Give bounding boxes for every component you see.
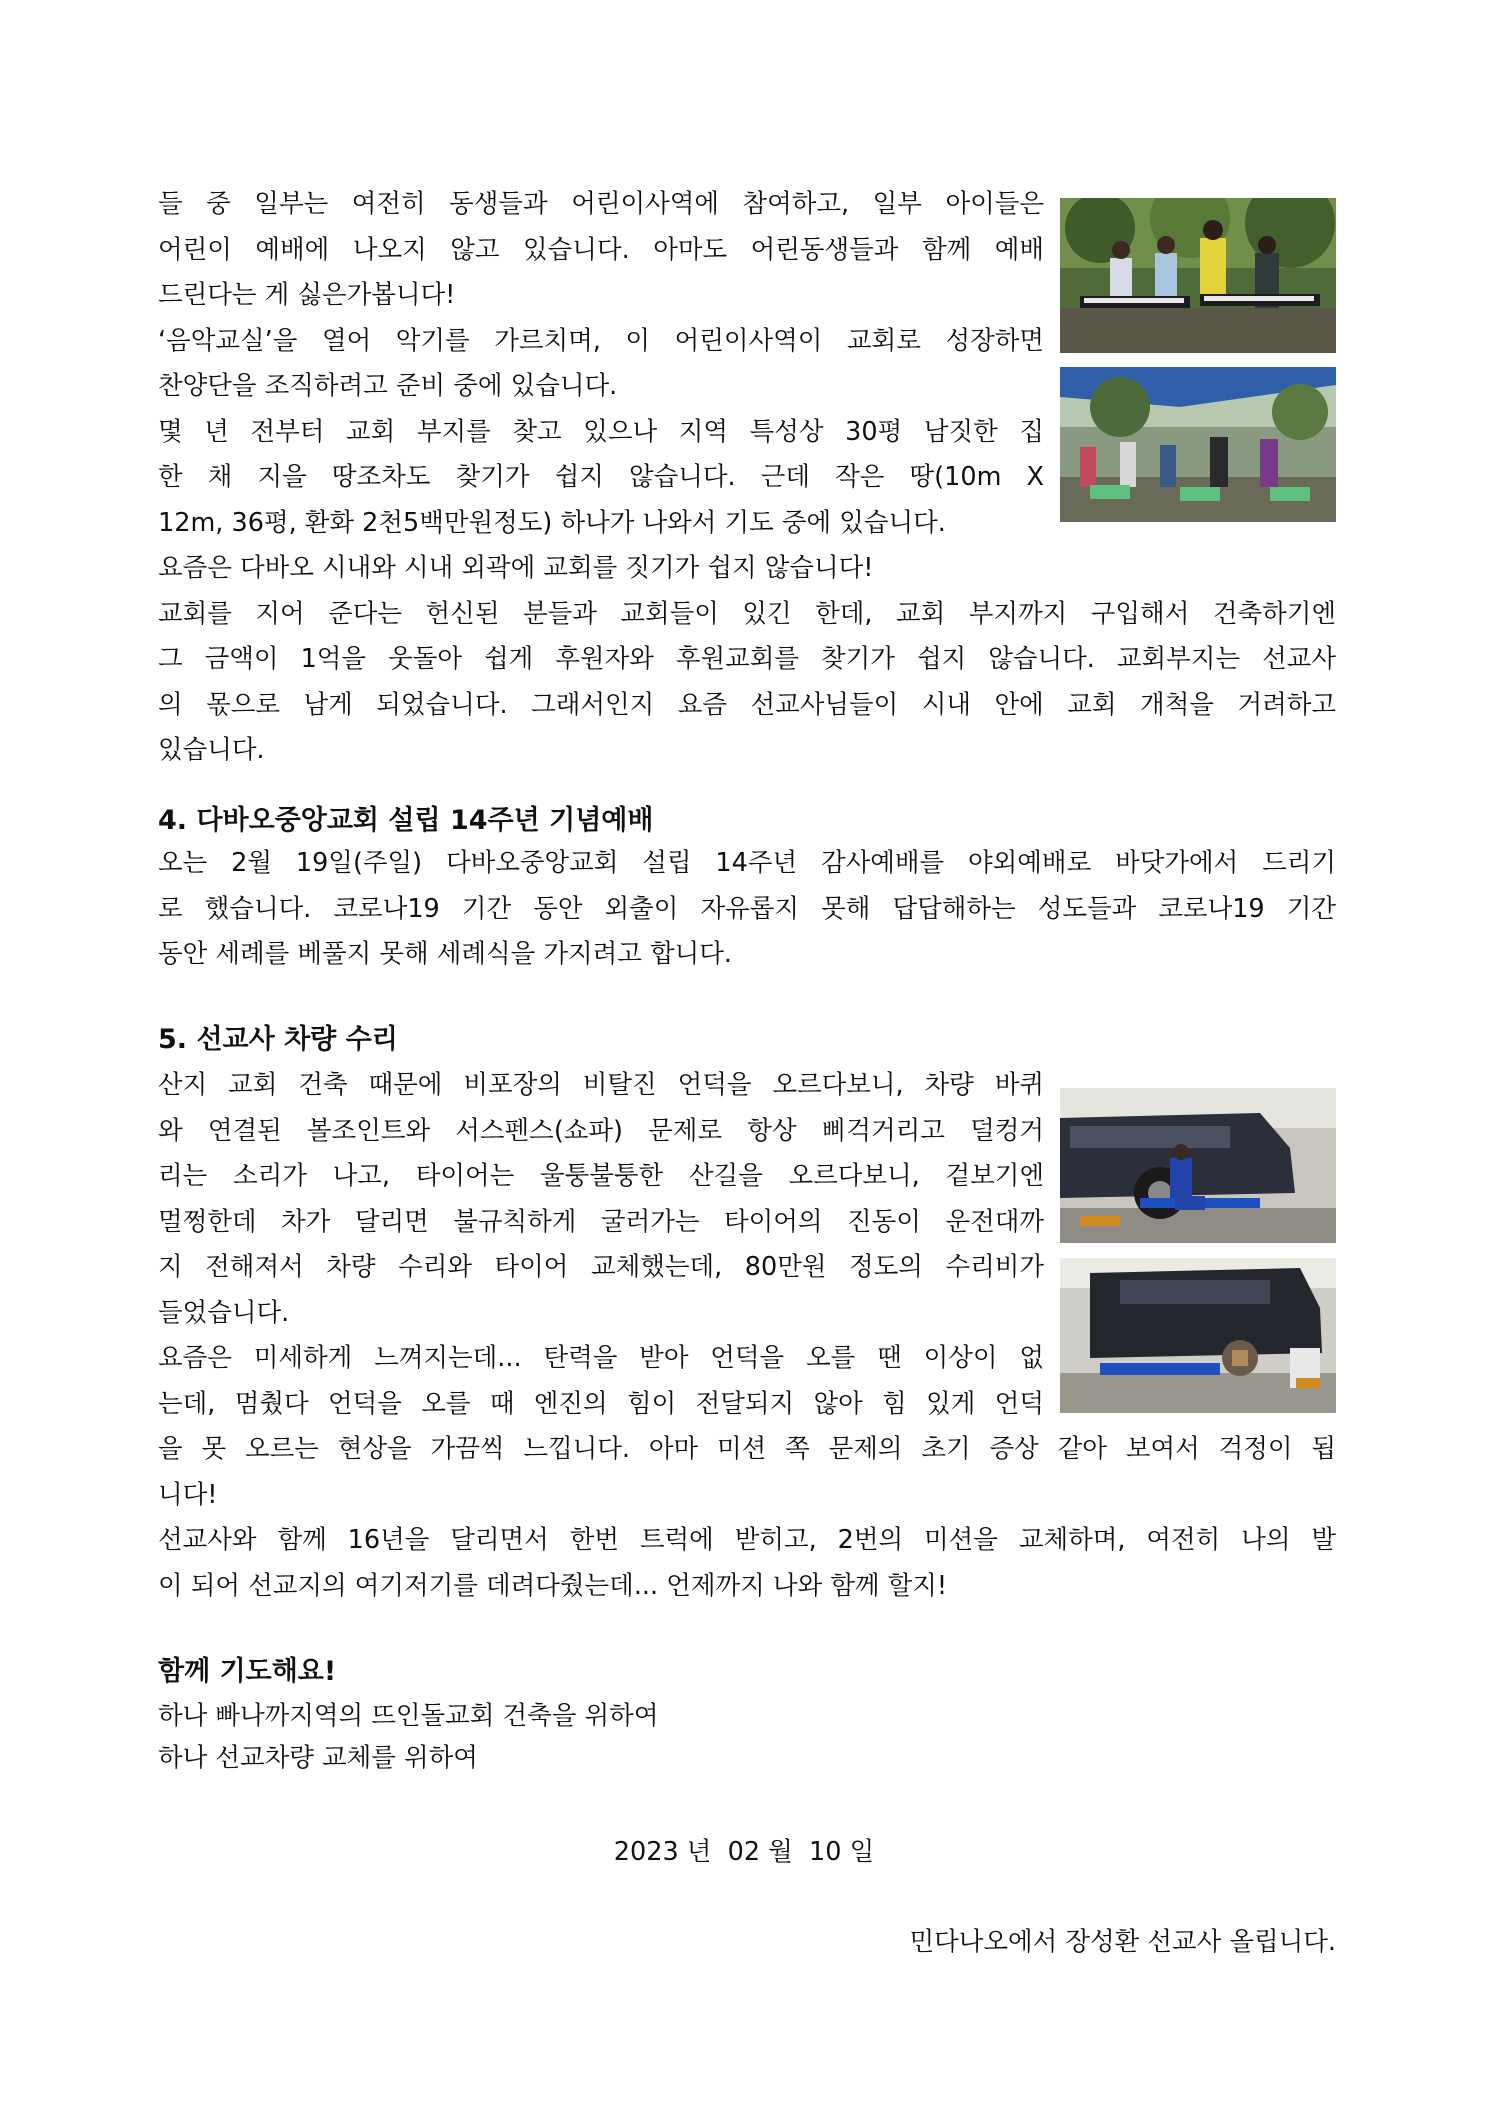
- prayer-list: [158, 1695, 1336, 1779]
- text-line: 들었습니다.: [158, 1297, 290, 1328]
- text-line: 있습니다.: [158, 735, 265, 765]
- section3-narrow-paragraph: [158, 182, 1044, 546]
- section4-paragraph: [158, 841, 1336, 978]
- text-line: 찬양단을 조직하려고 준비 중에 있습니다.: [158, 371, 618, 401]
- music-class-photo: [1060, 198, 1336, 353]
- outdoor-gathering-photo: [1060, 367, 1336, 522]
- car-repair-photo-1: [1060, 1088, 1336, 1243]
- car-repair-photo-2: [1060, 1258, 1336, 1413]
- prayer-item: 하나 빠나까지역의 뜨인돌교회 건축을 위하여: [158, 1701, 659, 1731]
- text-line: 니다!: [158, 1479, 218, 1510]
- section5-heading: 5. 선교사 차량 수리: [158, 1024, 398, 1055]
- text-line: ‘음악교실’을 열어 악기를 가르치며, 이 어린이사역이 교회로 성장하면: [158, 325, 1044, 356]
- text-line: 지 전해져서 차량 수리와 타이어 교체했는데, 80만원 정도의 수리비가: [158, 1252, 1044, 1282]
- text-line: 의 몫으로 남게 되었습니다. 그래서인지 요즘 선교사님들이 시내 안에 교회 개척을 거려하고: [158, 689, 1336, 720]
- section3-wide-paragraph: [158, 546, 1336, 774]
- text-line: 들 중 일부는 여전히 동생들과 어린이사역에 참여하고, 일부 아이들은: [158, 189, 1044, 219]
- text-line: 로 했습니다. 코로나19 기간 동안 외출이 자유롭지 못해 답답해하는 성도들과 코로나19 기간: [158, 893, 1336, 924]
- text-line: 오는 2월 19일(주일) 다바오중앙교회 설립 14주년 감사예배를 야외예배로 바닷가에서 드리기: [158, 848, 1336, 878]
- date-line: 2023 년 02 월 10 일: [613, 1837, 875, 1867]
- text-line: 멀쩡한데 차가 달리면 불규칙하게 굴러가는 타이어의 진동이 운전대까: [158, 1206, 1044, 1237]
- text-line: 교회를 지어 준다는 헌신된 분들과 교회들이 있긴 한데, 교회 부지까지 구입해서 건축하기엔: [158, 598, 1336, 629]
- text-line: 와 연결된 볼조인트와 서스펜스(쇼파) 문제로 항상 삐걱거리고 덜컹거: [158, 1115, 1044, 1146]
- signature: 민다나오에서 장성환 선교사 올립니다.: [909, 1927, 1336, 1957]
- text-line: 어린이 예배에 나오지 않고 있습니다. 아마도 어린동생들과 함께 예배: [158, 234, 1044, 265]
- prayer-heading: 함께 기도해요!: [158, 1656, 337, 1687]
- prayer-item: 하나 선교차량 교체를 위하여: [158, 1743, 478, 1773]
- text-line: 드린다는 게 싫은가봅니다!: [158, 280, 456, 310]
- section5-wide-paragraph: [158, 1427, 1336, 1609]
- text-line: 한 채 지을 땅조차도 찾기가 쉽지 않습니다. 근데 작은 땅(10m X: [158, 462, 1044, 492]
- section4-heading: 4. 다바오중앙교회 설립 14주년 기념예배: [158, 805, 654, 836]
- text-line: 그 금액이 1억을 웃돌아 쉽게 후원자와 후원교회를 찾기가 쉽지 않습니다. 교회부지는 선교사: [158, 644, 1336, 674]
- text-line: 요즘은 다바오 시내와 시내 외곽에 교회를 짓기가 쉽지 않습니다!: [158, 553, 874, 583]
- text-line: 요즘은 미세하게 느껴지는데... 탄력을 받아 언덕을 오를 땐 이상이 없: [158, 1343, 1044, 1373]
- text-line: 이 되어 선교지의 여기저기를 데려다줬는데... 언제까지 나와 함께 할지!: [158, 1570, 948, 1601]
- section5-narrow-paragraph: [158, 1063, 1044, 1427]
- text-line: 선교사와 함께 16년을 달리면서 한번 트럭에 받히고, 2번의 미션을 교체하며, 여전히 나의 발: [158, 1525, 1336, 1555]
- text-line: 을 못 오르는 현상을 가끔씩 느낍니다. 아마 미션 쪽 문제의 초기 증상 같아 보여서 걱정이 됩: [158, 1434, 1336, 1464]
- text-line: 동안 세례를 베풀지 못해 세례식을 가지려고 합니다.: [158, 939, 733, 969]
- text-line: 리는 소리가 나고, 타이어는 울퉁불퉁한 산길을 오르다보니, 겉보기엔: [158, 1161, 1044, 1191]
- text-line: 는데, 멈췄다 언덕을 오를 때 엔진의 힘이 전달되지 않아 힘 있게 언덕: [158, 1388, 1044, 1419]
- text-line: 산지 교회 건축 때문에 비포장의 비탈진 언덕을 오르다보니, 차량 바퀴: [158, 1070, 1044, 1100]
- text-line: 몇 년 전부터 교회 부지를 찾고 있으나 지역 특성상 30평 남짓한 집: [158, 416, 1044, 447]
- text-line: 12m, 36평, 환화 2천5백만원정도) 하나가 나와서 기도 중에 있습니다.: [158, 507, 946, 538]
